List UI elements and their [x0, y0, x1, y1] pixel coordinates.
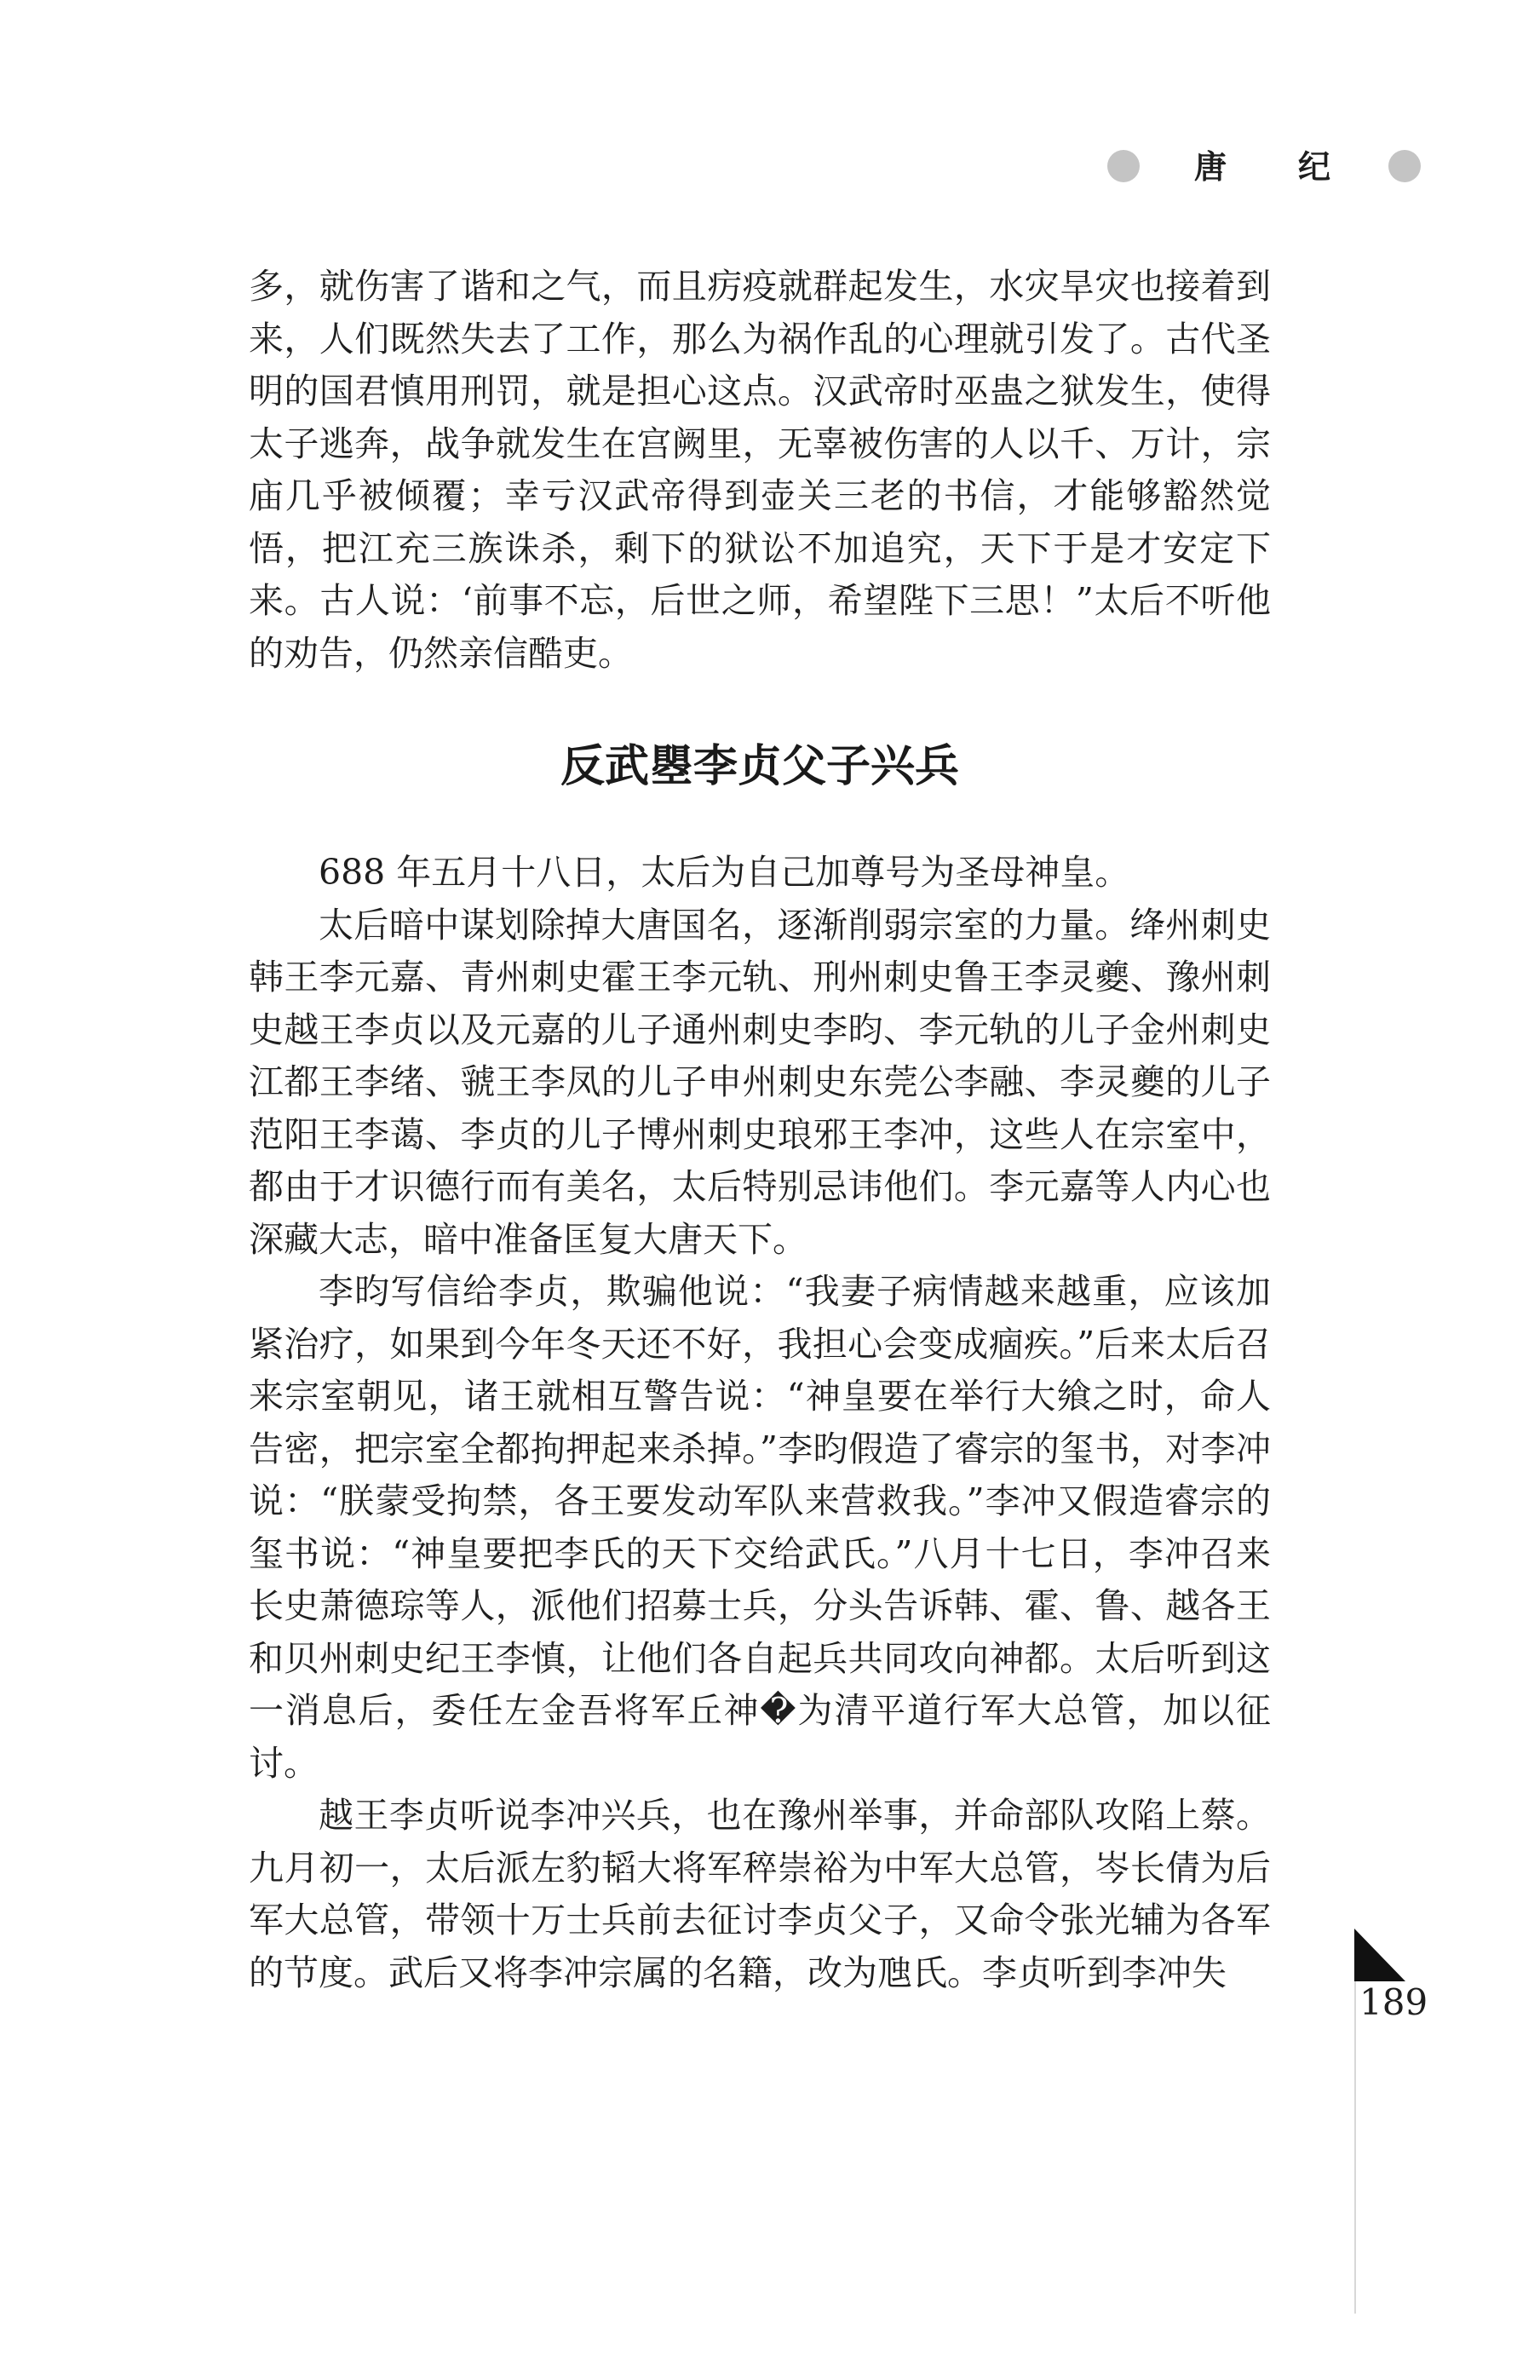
margin-rule [1354, 1981, 1356, 2314]
body-text-block [249, 847, 1271, 1999]
section-title: 反武瞾李贞父子兴兵 [560, 741, 959, 792]
header-char-tang: 唐 [1194, 148, 1227, 186]
top-text-block [249, 261, 1271, 680]
page-corner-triangle [1354, 1929, 1405, 1981]
header-char-ji: 纪 [1298, 148, 1331, 186]
paragraph: 越王李贞听说李冲兴兵，也在豫州举事，并命部队攻陷上蔡。九月初一，太后派左豹韬大将军稡崇裕为中军大总管，岑长倩为后军大总管，带领十万士兵前去征讨李贞父子，又命令张光辅为各军的节度。武后又将李冲宗属的名籍，改为虺氏。李贞听到李冲失 [249, 1795, 1271, 1993]
page-number: 189 [1359, 1981, 1428, 2023]
paragraph: 李昀写信给李贞，欺骗他说：“我妻子病情越来越重，应该加紧治疗，如果到今年冬天还不好，我担心会变成痼疾。”后来太后召来宗室朝见，诸王就相互警告说：“神皇要在举行大飨之时，命人告密，把宗室全都拘押起来杀掉。”李昀假造了睿宗的玺书，对李冲说：“朕蒙受拘禁，各王要发动军队来营救我。”李冲又假造睿宗的玺书说：“神皇要把李氏的天下交给武氏。”八月十七日，李冲召来长史萧德琮等人，派他们招募士兵，分头告诉韩、霍、鲁、越各王和贝州刺史纪王李慎，让他们各自起兵共同攻向神都。太后听到这一消息后，委任左金吾将军丘神�为清平道行军大总管，加以征讨。 [249, 1271, 1271, 1784]
paragraph: 多，就伤害了谐和之气，而且疠疫就群起发生，水灾旱灾也接着到来，人们既然失去了工作，那么为祸作乱的心理就引发了。古代圣明的国君慎用刑罚，就是担心这点。汉武帝时巫蛊之狱发生，使得太子逃奔，战争就发生在宫阙里，无辜被伤害的人以千、万计，宗庙几乎被倾覆；幸亏汉武帝得到壶关三老的书信，才能够豁然觉悟，把江充三族诛杀，剩下的狱讼不加追究，天下于是才安定下来。古人说：‘前事不忘，后世之师，希望陛下三思！”太后不听他的劝告，仍然亲信酷吏。 [249, 266, 1271, 674]
running-header [1107, 143, 1422, 194]
paragraph: 688 年五月十八日，太后为自己加尊号为圣母神皇。 [319, 852, 1130, 893]
header-dot-left [1107, 150, 1140, 182]
header-dot-right [1388, 150, 1421, 182]
paragraph: 太后暗中谋划除掉大唐国名，逐渐削弱宗室的力量。绛州刺史韩王李元嘉、青州刺史霍王李元轨、刑州刺史鲁王李灵夔、豫州刺史越王李贞以及元嘉的儿子通州刺史李昀、李元轨的儿子金州刺史江都王李绪、虢王李凤的儿子申州刺史东莞公李融、李灵夔的儿子范阳王李蔼、李贞的儿子博州刺史琅邪王李冲，这些人在宗室中，都由于才识德行而有美名，太后特别忌讳他们。李元嘉等人内心也深藏大志，暗中准备匡复大唐天下。 [249, 904, 1271, 1260]
